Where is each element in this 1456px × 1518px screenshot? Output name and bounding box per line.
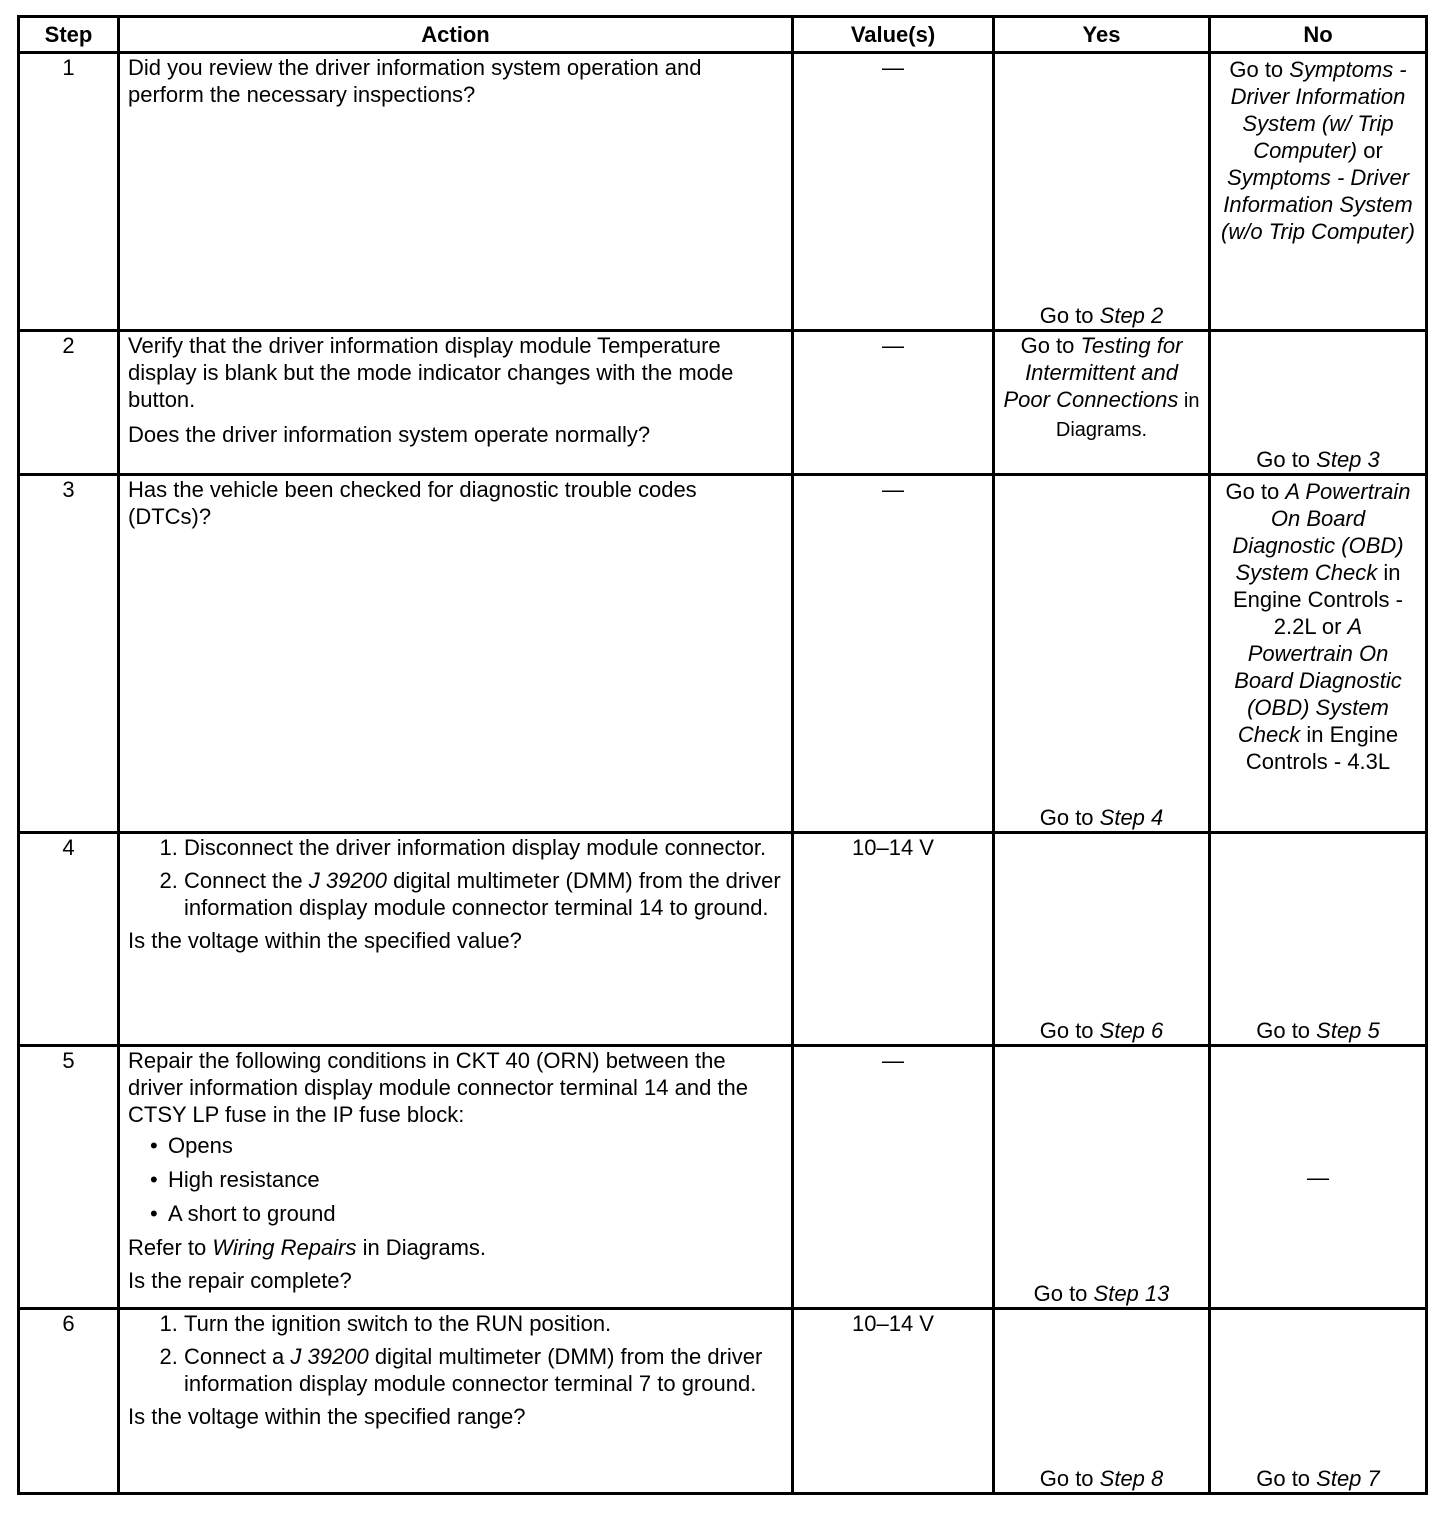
action-text: Has the vehicle been checked for diagnostic trouble codes (DTCs)? bbox=[128, 477, 697, 529]
table-row bbox=[19, 1046, 1427, 1309]
list-item: • Opens bbox=[168, 1132, 783, 1159]
no-link[interactable]: A Powertrain On Board Diagnostic (OBD) System Check bbox=[1232, 479, 1411, 585]
header-yes: Yes bbox=[994, 17, 1210, 53]
yes-cell: Go to Step 6 bbox=[994, 833, 1210, 1046]
list-item: 2. Connect the J 39200 digital multimeter (DMM) from the driver information display module connector terminal 14 to ground. bbox=[184, 867, 783, 921]
no-cell: Go to Step 3 bbox=[1210, 331, 1427, 475]
no-link[interactable]: Symptoms - Driver Information System (w/ Trip Computer) bbox=[1230, 57, 1407, 163]
action-question: Is the voltage within the specified value? bbox=[128, 928, 522, 953]
no-cell: Go to Step 5 bbox=[1210, 833, 1427, 1046]
no-link[interactable]: Step 5 bbox=[1316, 1018, 1380, 1043]
list-item: 1. Disconnect the driver information display module connector. bbox=[184, 834, 783, 861]
no-cell: Go to Symptoms - Driver Information System (w/ Trip Computer) or Symptoms - Driver Information System (w/o Trip Computer) bbox=[1210, 53, 1427, 331]
table-row bbox=[19, 833, 1427, 1046]
value-cell: — bbox=[793, 331, 994, 475]
yes-link[interactable]: Testing for Intermittent and Poor Connections bbox=[1003, 333, 1183, 412]
yes-cell: Go to Step 2 bbox=[994, 53, 1210, 331]
action-cell bbox=[119, 1309, 793, 1494]
yes-cell: Go to Step 13 bbox=[994, 1046, 1210, 1309]
no-link[interactable]: Step 3 bbox=[1316, 447, 1380, 472]
step-number: 3 bbox=[19, 475, 119, 833]
action-cell bbox=[119, 331, 793, 475]
action-question: Is the repair complete? bbox=[128, 1268, 352, 1293]
yes-link[interactable]: Step 2 bbox=[1099, 303, 1164, 328]
yes-link[interactable]: Step 6 bbox=[1099, 1018, 1164, 1043]
table-row bbox=[19, 53, 1427, 331]
refer-text: Refer to Wiring Repairs in Diagrams. bbox=[128, 1235, 487, 1260]
value-cell: 10–14 V bbox=[793, 1309, 994, 1494]
header-action: Action bbox=[119, 17, 793, 53]
value-cell: — bbox=[793, 1046, 994, 1309]
yes-link[interactable]: Step 4 bbox=[1099, 805, 1164, 830]
action-text: Did you review the driver information system operation and perform the necessary inspections? bbox=[128, 55, 702, 107]
list-item: • High resistance bbox=[168, 1166, 783, 1193]
table-row bbox=[19, 475, 1427, 833]
table-row bbox=[19, 1309, 1427, 1494]
step-number: 1 bbox=[19, 53, 119, 331]
action-cell bbox=[119, 1046, 793, 1309]
diagnostic-table bbox=[17, 15, 1428, 1495]
step-number: 5 bbox=[19, 1046, 119, 1309]
no-link[interactable]: A Powertrain On Board Diagnostic (OBD) System Check bbox=[1234, 614, 1402, 747]
yes-link[interactable]: Step 8 bbox=[1099, 1466, 1164, 1491]
tool-name: J 39200 bbox=[308, 868, 388, 893]
step-number: 2 bbox=[19, 331, 119, 475]
procedure-list bbox=[128, 1310, 783, 1403]
yes-link[interactable]: Step 13 bbox=[1093, 1281, 1170, 1306]
header-values: Value(s) bbox=[793, 17, 994, 53]
step-number: 6 bbox=[19, 1309, 119, 1494]
yes-cell: Go to Testing for Intermittent and Poor Connections in Diagrams. bbox=[994, 331, 1210, 475]
list-item: • A short to ground bbox=[168, 1200, 783, 1227]
action-question: Does the driver information system operate normally? bbox=[128, 422, 651, 447]
value-cell: 10–14 V bbox=[793, 833, 994, 1046]
no-cell: Go to A Powertrain On Board Diagnostic (OBD) System Check in Engine Controls - 2.2L or A Powertrain On Board Diagnostic (OBD) System Check in Engine Controls - 4.3L bbox=[1210, 475, 1427, 833]
header-step: Step bbox=[19, 17, 119, 53]
header-no: No bbox=[1210, 17, 1427, 53]
value-cell: — bbox=[793, 475, 994, 833]
condition-list bbox=[128, 1132, 783, 1227]
step-number: 4 bbox=[19, 833, 119, 1046]
action-text: Verify that the driver information display module Temperature display is blank but the mode indicator changes with the mode button. bbox=[128, 333, 734, 412]
value-cell: — bbox=[793, 53, 994, 331]
action-cell bbox=[119, 833, 793, 1046]
no-cell: Go to Step 7 bbox=[1210, 1309, 1427, 1494]
action-question: Is the voltage within the specified range? bbox=[128, 1404, 526, 1429]
no-link[interactable]: Step 7 bbox=[1316, 1466, 1380, 1491]
header-row bbox=[19, 17, 1427, 53]
list-item: 2. Connect a J 39200 digital multimeter (DMM) from the driver information display module connector terminal 7 to ground. bbox=[184, 1343, 783, 1397]
action-cell bbox=[119, 475, 793, 833]
table-row bbox=[19, 331, 1427, 475]
no-link[interactable]: Symptoms - Driver Information System (w/o Trip Computer) bbox=[1221, 165, 1415, 244]
no-cell: — bbox=[1210, 1046, 1427, 1309]
list-item: 1. Turn the ignition switch to the RUN position. bbox=[184, 1310, 783, 1337]
action-text: Repair the following conditions in CKT 40 (ORN) between the driver information display module connector terminal 14 and the CTSY LP fuse in the IP fuse block: bbox=[128, 1048, 748, 1127]
yes-cell: Go to Step 4 bbox=[994, 475, 1210, 833]
action-cell bbox=[119, 53, 793, 331]
procedure-list bbox=[128, 834, 783, 927]
yes-cell: Go to Step 8 bbox=[994, 1309, 1210, 1494]
refer-link[interactable]: Wiring Repairs bbox=[212, 1235, 357, 1260]
tool-name: J 39200 bbox=[290, 1344, 369, 1369]
